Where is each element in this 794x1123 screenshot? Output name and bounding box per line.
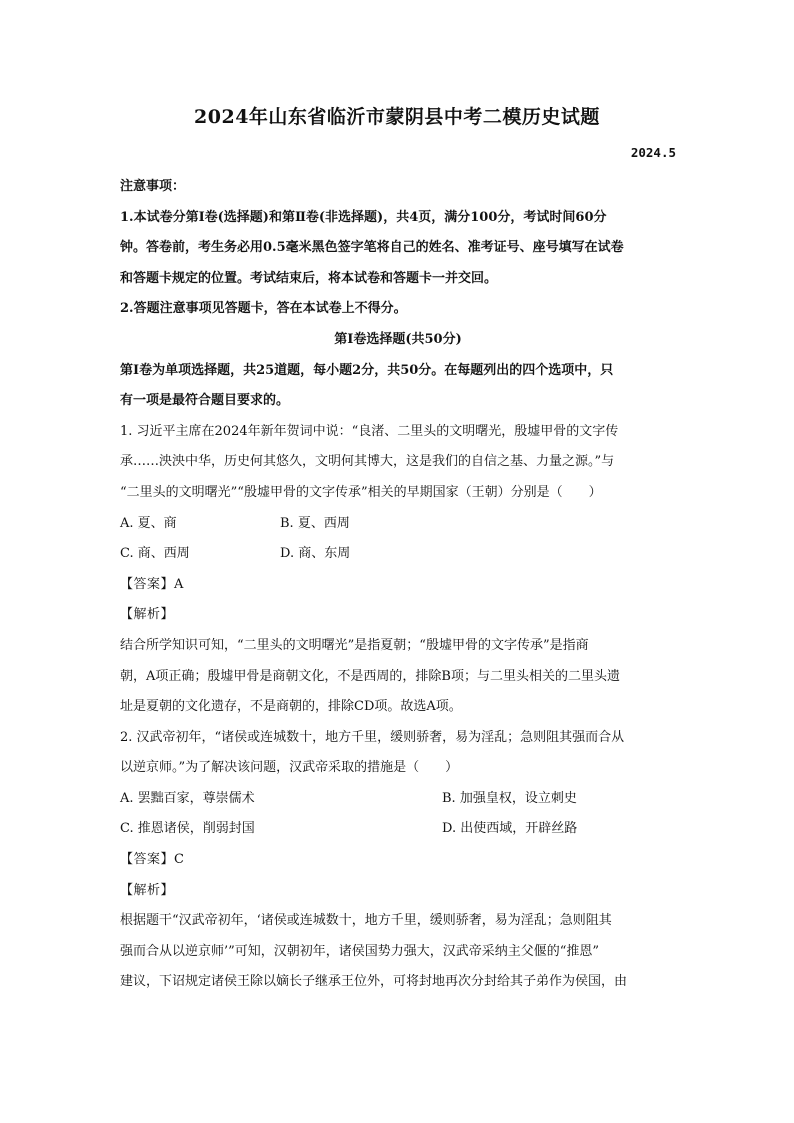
page-title: 2024年山东省临沂市蒙阴县中考二模历史试题 (194, 106, 600, 128)
question-2-option-c: C. 推恩诸侯，削弱封国 (120, 821, 255, 837)
question-2-analysis-line-1: 根据题干“汉武帝初年，‘诸侯或连城数十，地方千里，缓则骄奢，易为淫乱；急则阻其 (120, 913, 612, 929)
question-1-options-row-2 (120, 539, 676, 570)
question-2-stem-line-1: 2. 汉武帝初年，“诸侯或连城数十，地方千里，缓则骄奢，易为淫乱；急则阻其强而合从 (120, 729, 625, 745)
document-body (120, 172, 676, 998)
notice-item-1-line-1: 1.本试卷分第Ⅰ卷(选择题)和第Ⅱ卷(非选择题)，共4页，满分100分，考试时间60分 (120, 209, 607, 225)
question-1-option-c: C. 商、西周 (120, 546, 190, 562)
notice-item-2: 2.答题注意事项见答题卡，答在本试卷上不得分。 (120, 301, 407, 317)
question-1-option-d: D. 商、东周 (280, 546, 351, 562)
question-1-analysis-line-2: 朝，A项正确；殷墟甲骨是商朝文化，不是西周的，排除B项；与二里头相关的二里头遗 (120, 668, 620, 684)
question-1-stem-line-1: 1. 习近平主席在2024年新年贺词中说：“良渚、二里头的文明曙光，殷墟甲骨的文字传 (120, 423, 619, 439)
section-intro-line-1: 第Ⅰ卷为单项选择题，共25道题，每小题2分，共50分。在每题列出的四个选项中，只 (120, 362, 614, 378)
question-1-stem-line-3: “二里头的文明曙光”“殷墟甲骨的文字传承”相关的早期国家（王朝）分别是（ ） (120, 484, 602, 500)
question-1-option-b: B. 夏、西周 (280, 515, 350, 531)
question-2-analysis-line-2: 强而合从以逆京师’”可知，汉朝初年，诸侯国势力强大，汉武帝采纳主父偃的“推恩” (120, 943, 600, 959)
question-1-analysis-line-1: 结合所学知识可知，“二里头的文明曙光”是指夏朝；“殷墟甲骨的文字传承”是指商 (120, 637, 589, 653)
exam-date: 2024.5 (630, 145, 676, 160)
question-1-options-row-1 (120, 509, 676, 540)
question-2-stem-line-2: 以逆京师。”为了解决该问题，汉武帝采取的措施是（ ） (120, 760, 459, 776)
question-1-analysis-label: 【解析】 (120, 607, 175, 623)
question-1-option-a: A. 夏、商 (120, 515, 177, 531)
question-2-option-d: D. 出使西域，开辟丝路 (442, 821, 578, 837)
question-1-answer: 【答案】A (120, 576, 184, 592)
section-heading: 第Ⅰ卷选择题(共50分) (334, 331, 462, 347)
question-1-stem-line-2: 承……泱泱中华，历史何其悠久，文明何其博大，这是我们的自信之基、力量之源。”与 (120, 454, 615, 470)
question-2-answer: 【答案】C (120, 852, 185, 868)
question-2-options-row-1 (120, 784, 676, 815)
notice-heading: 注意事项： (120, 179, 186, 194)
question-2-analysis-label: 【解析】 (120, 882, 175, 898)
section-intro-line-2: 有一项是最符合题目要求的。 (120, 393, 290, 409)
question-1-analysis-line-3: 址是夏朝的文化遗存，不是商朝的，排除CD项。故选A项。 (120, 699, 462, 715)
question-2-option-b: B. 加强皇权，设立刺史 (442, 790, 577, 806)
notice-item-1-line-2: 钟。答卷前，考生务必用0.5毫米黑色签字笔将自己的姓名、准考证号、座号填写在试卷 (120, 240, 624, 256)
notice-item-1-line-3: 和答题卡规定的位置。考试结束后，将本试卷和答题卡一并交回。 (120, 270, 498, 286)
question-2-option-a: A. 罢黜百家，尊崇儒术 (120, 790, 255, 806)
question-2-options-row-2 (120, 814, 676, 845)
question-2-analysis-line-3: 建议，下诏规定诸侯王除以嫡长子继承王位外，可将封地再次分封给其子弟作为侯国，由 (120, 974, 628, 990)
